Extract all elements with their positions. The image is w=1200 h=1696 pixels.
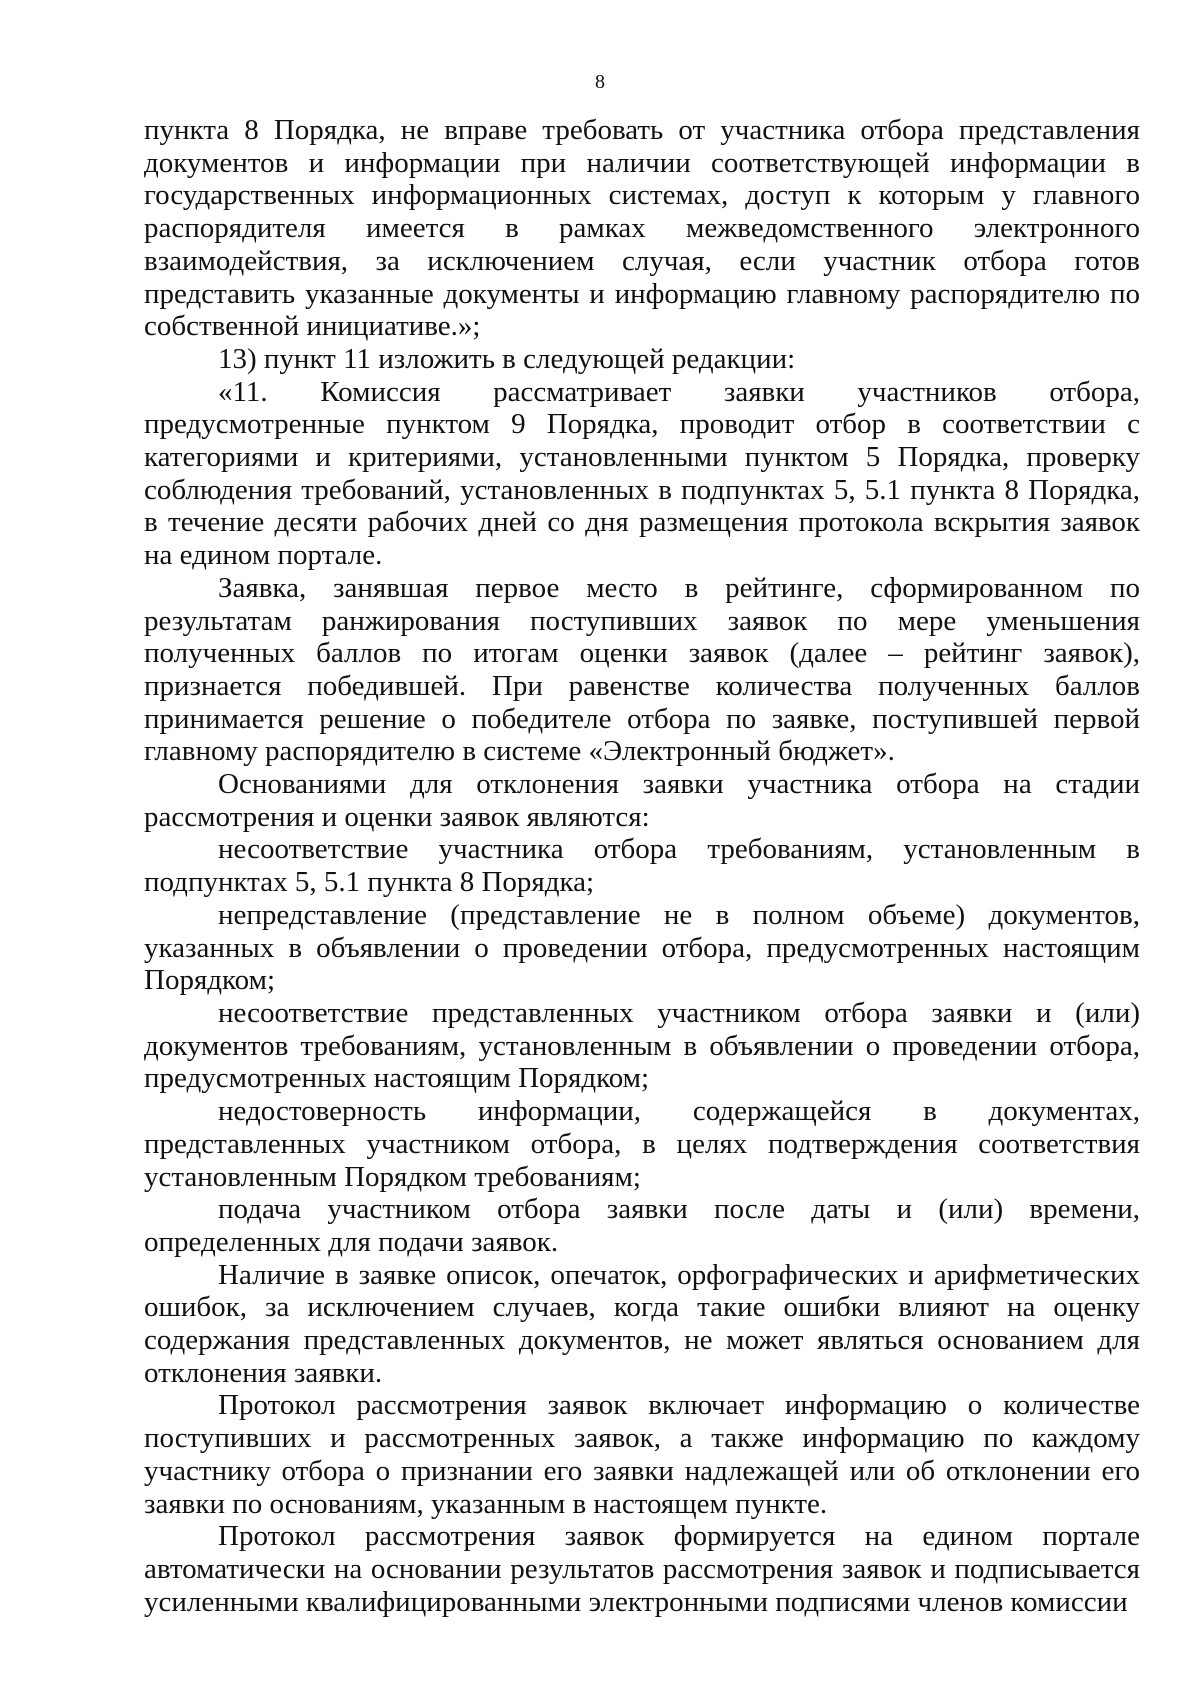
paragraph-rejection-grounds: Основаниями для отклонения заявки участника отбора на стадии рассмотрения и оценки заявок являются: — [144, 768, 1140, 833]
paragraph-typos: Наличие в заявке описок, опечаток, орфографических и арифметических ошибок, за исключением случаев, когда такие ошибки влияют на оценку содержания представленных документов, не может являться основанием для отклонения заявки. — [144, 1258, 1140, 1389]
paragraph-ground-document-mismatch: несоответствие представленных участником отбора заявки и (или) документов требованиям, установленным в объявлении о проведении отбора, предусмотренных настоящим Порядком; — [144, 996, 1140, 1095]
paragraph-ground-noncompliance: несоответствие участника отбора требованиям, установленным в подпунктах 5, 5.1 пункта 8 Порядка; — [144, 833, 1140, 899]
page-number: 8 — [595, 71, 605, 93]
paragraph-item-13: 13) пункт 11 изложить в следующей редакции: — [218, 342, 796, 375]
paragraph-rating: Заявка, занявшая первое место в рейтинге, сформированном по результатам ранжирования поступивших заявок по мере уменьшения полученных баллов по итогам оценки заявок (далее – рейтинг заявок), признается победившей. При равенстве количества полученных баллов принимается решение о победителе отбора по заявке, поступившей первой главному распорядителю в системе «Электронный бюджет». — [144, 571, 1140, 768]
paragraph-ground-nonsubmission: непредставление (представление не в полном объеме) документов, указанных в объявлении о проведении отбора, предусмотренных настоящим Порядком; — [144, 898, 1140, 997]
paragraph-ground-late-submission: подача участником отбора заявки после даты и (или) времени, определенных для подачи заявок. — [144, 1193, 1140, 1258]
paragraph-point-11: «11. Комиссия рассматривает заявки участников отбора, предусмотренные пунктом 9 Порядка, проводит отбор в соответствии с категориями и критериями, установленными пунктом 5 Порядка, проверку соблюдения требований, установленных в подпунктах 5, 5.1 пункта 8 Порядка, в течение десяти рабочих дней со дня размещения протокола вскрытия заявок на едином портале. — [144, 375, 1140, 572]
paragraph-protocol-content: Протокол рассмотрения заявок включает информацию о количестве поступивших и рассмотренных заявок, а также информацию по каждому участнику отбора о признании его заявки надлежащей или об отклонении его заявки по основаниям, указанным в настоящем пункте. — [144, 1389, 1140, 1520]
paragraph-protocol-signing: Протокол рассмотрения заявок формируется на едином портале автоматически на основании результатов рассмотрения заявок и подписывается усиленными квалифицированными электронными подписями членов комиссии — [144, 1520, 1140, 1618]
paragraph-continuation: пункта 8 Порядка, не вправе требовать от участника отбора представления документов и информации при наличии соответствующей информации в государственных информационных системах, доступ к которым у главного распорядителя имеется в рамках межведомственного электронного взаимодействия, за исключением случая, если участник отбора готов представить указанные документы и информацию главному распорядителю по собственной инициативе.»; — [144, 114, 1140, 343]
document-body — [144, 114, 1140, 1618]
paragraph-ground-unreliable-info: недостоверность информации, содержащейся в документах, представленных участником отбора, в целях подтверждения соответствия установленным Порядком требованиям; — [144, 1095, 1140, 1193]
